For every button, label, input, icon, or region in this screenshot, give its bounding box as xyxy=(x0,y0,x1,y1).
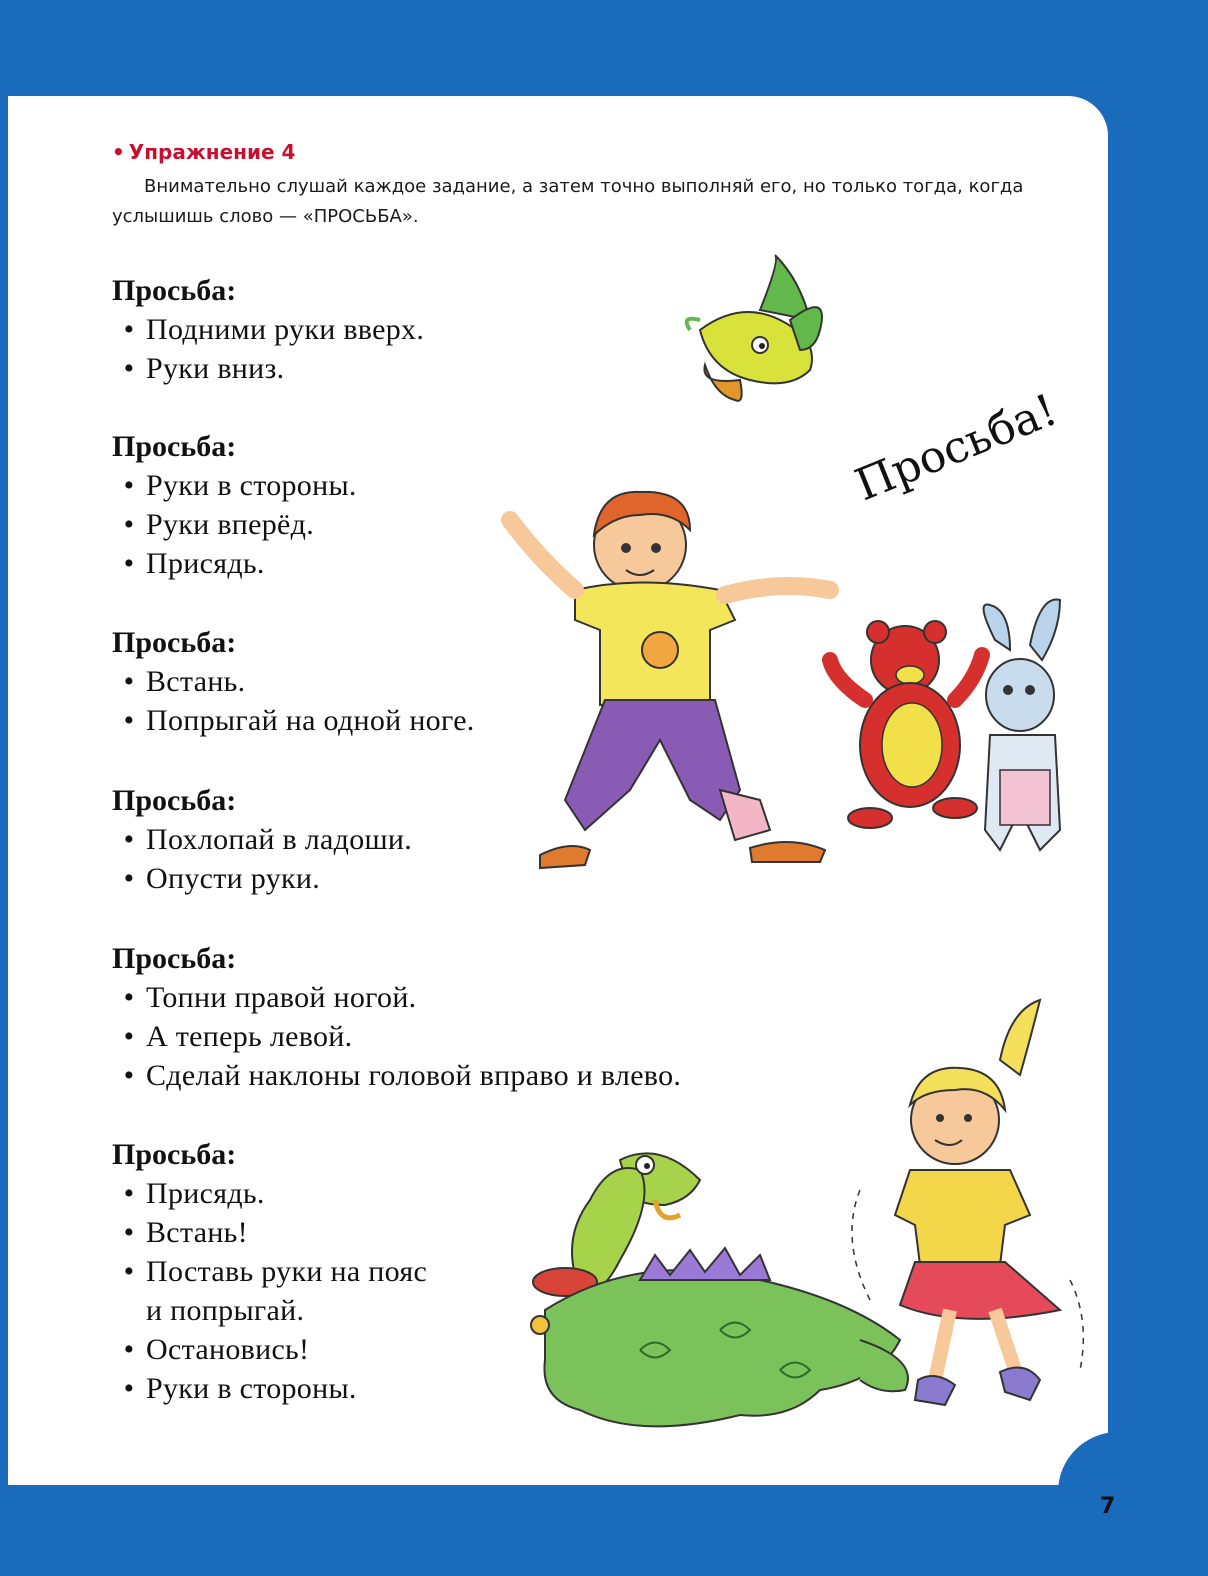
request-item-continuation: и попрыгай. xyxy=(146,1294,305,1327)
request-item: • Присядь. xyxy=(123,1177,265,1210)
request-item: • Встань! xyxy=(123,1216,248,1249)
exercise-title-text: Упражнение 4 xyxy=(128,140,296,164)
request-item: • А теперь левой. xyxy=(123,1020,353,1053)
request-sticker-text: Просьба! xyxy=(848,384,1065,512)
boy-illustration xyxy=(510,492,830,868)
request-item: • Поставь руки на пояс xyxy=(123,1255,428,1288)
request-item: • Руки в стороны. xyxy=(123,1372,357,1405)
request-item: • Похлопай в ладоши. xyxy=(123,823,413,856)
request-item: • Попрыгай на одной ноге. xyxy=(123,704,475,737)
request-heading: Просьба: xyxy=(112,1138,237,1171)
teddy-bear-illustration xyxy=(830,621,982,828)
request-heading: Просьба: xyxy=(112,784,237,817)
request-heading: Просьба: xyxy=(112,274,237,307)
request-item: • Руки в стороны. xyxy=(123,469,357,502)
request-item: • Руки вперёд. xyxy=(123,508,315,541)
request-item: • Встань. xyxy=(123,665,246,698)
exercise-instruction: Внимательно слушай каждое задание, а затем точно выполняй его, но только тогда, когда услышишь слово — «ПРОСЬБА». xyxy=(112,176,1024,227)
parrot-illustration xyxy=(687,255,822,401)
request-item: • Сделай наклоны головой вправо и влево. xyxy=(123,1059,682,1092)
bunny-illustration xyxy=(984,600,1060,850)
request-heading: Просьба: xyxy=(112,430,237,463)
dinosaur-illustration xyxy=(531,1153,908,1426)
request-item: • Подними руки вверх. xyxy=(123,313,425,346)
request-item: • Топни правой ногой. xyxy=(123,981,417,1014)
request-heading: Просьба: xyxy=(112,626,237,659)
request-heading: Просьба: xyxy=(112,942,237,975)
page-number: 7 xyxy=(1100,1494,1116,1519)
title-bullet: • xyxy=(112,140,125,164)
request-item: • Опусти руки. xyxy=(123,862,321,895)
request-item: • Остановись! xyxy=(123,1333,310,1366)
request-item: • Руки вниз. xyxy=(123,352,285,385)
request-item: • Присядь. xyxy=(123,547,265,580)
